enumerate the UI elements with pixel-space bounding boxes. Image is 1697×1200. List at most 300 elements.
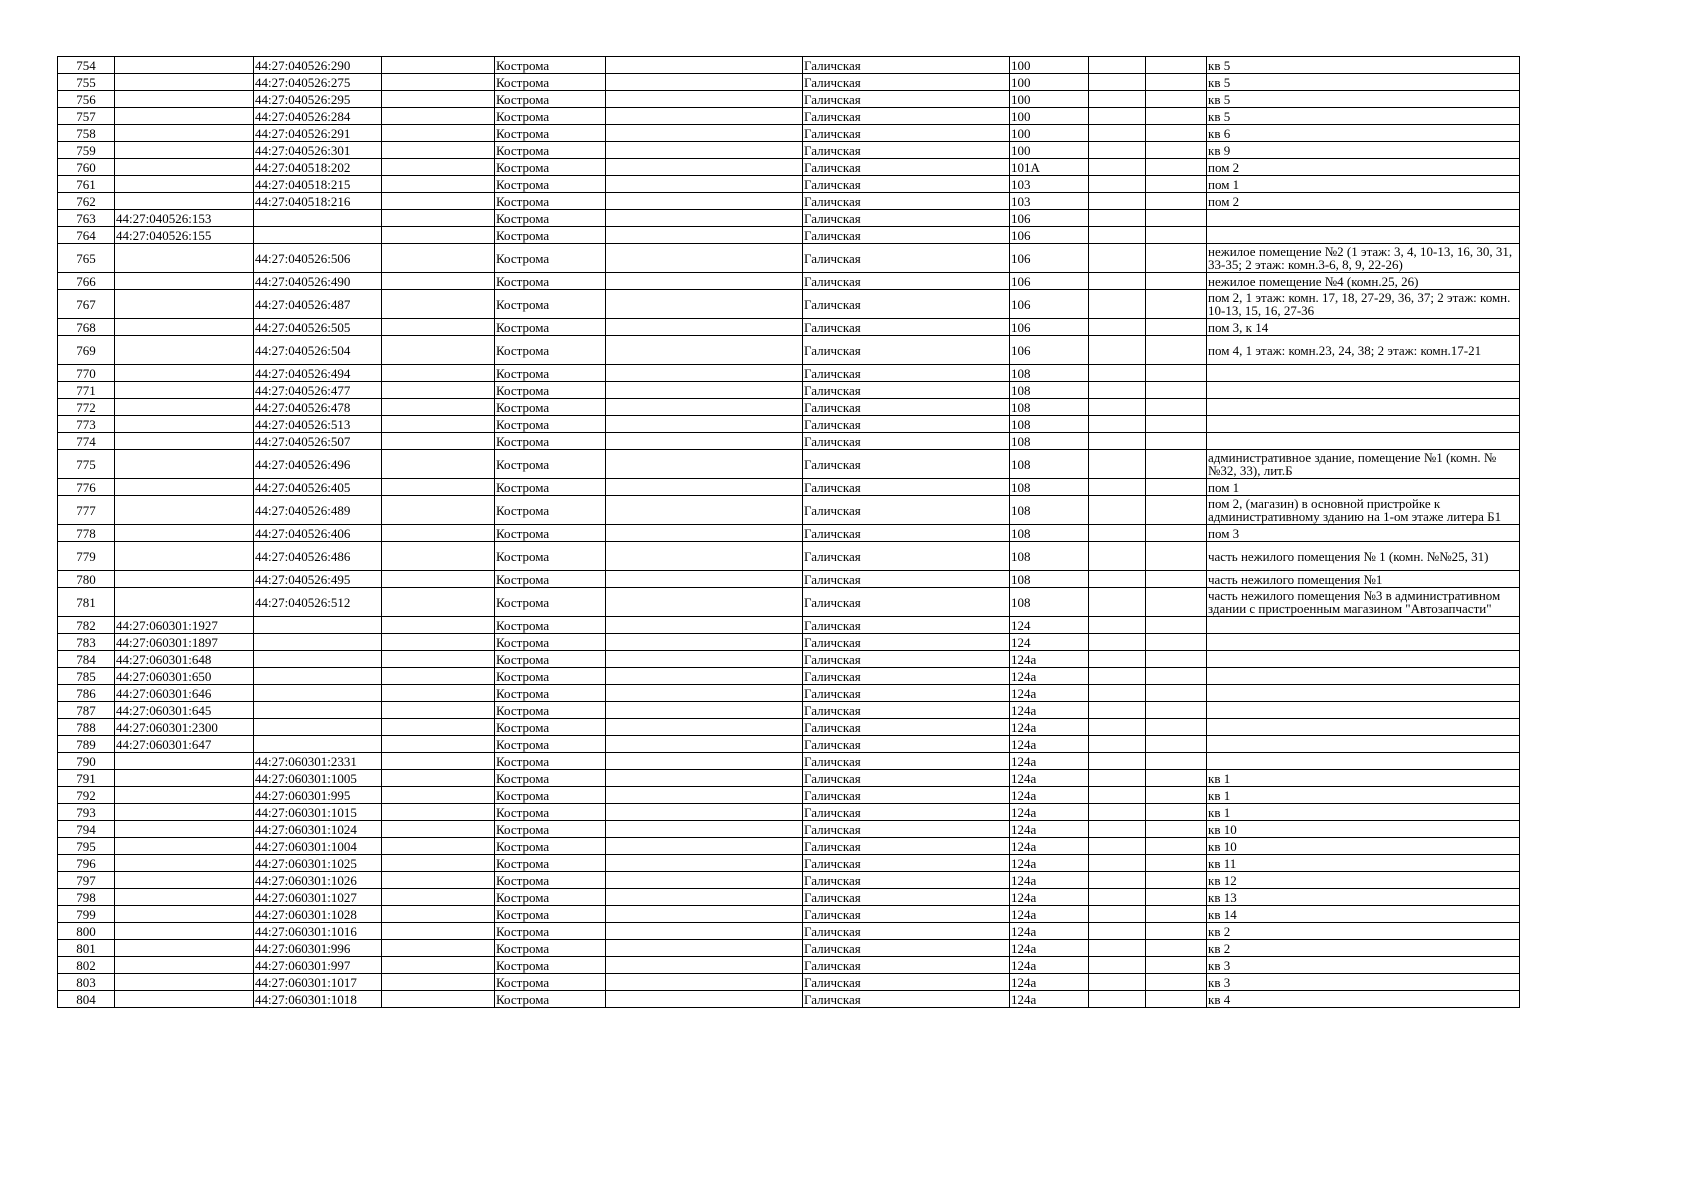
settlement-cell bbox=[606, 227, 803, 244]
premises-cadastral-number-cell: 44:27:060301:1004 bbox=[254, 838, 382, 855]
house-number-cell: 124а bbox=[1010, 855, 1089, 872]
premises-cadastral-number-cell bbox=[254, 617, 382, 634]
settlement-cell bbox=[606, 290, 803, 319]
settlement-cell bbox=[606, 940, 803, 957]
empty-cell bbox=[382, 336, 495, 365]
premises-cadastral-number-cell: 44:27:040526:301 bbox=[254, 142, 382, 159]
building-cell bbox=[1089, 210, 1146, 227]
building-cell bbox=[1089, 542, 1146, 571]
row-number-cell: 761 bbox=[58, 176, 115, 193]
row-number-cell: 788 bbox=[58, 719, 115, 736]
building-cell bbox=[1089, 974, 1146, 991]
apartment-note-cell bbox=[1207, 685, 1520, 702]
row-number-cell: 789 bbox=[58, 736, 115, 753]
street-cell: Галичская bbox=[803, 91, 1010, 108]
city-cell: Кострома bbox=[495, 804, 606, 821]
empty-cell bbox=[382, 91, 495, 108]
building-cadastral-number-cell bbox=[115, 974, 254, 991]
empty-cell bbox=[382, 416, 495, 433]
apartment-note-cell: нежилое помещение №2 (1 этаж: 3, 4, 10-13, 16, 30, 31, 33-35; 2 этаж: комн.3-6, 8, 9, 22-26) bbox=[1207, 244, 1520, 273]
building-cell bbox=[1089, 227, 1146, 244]
structure-cell bbox=[1146, 525, 1207, 542]
building-cell bbox=[1089, 855, 1146, 872]
building-cadastral-number-cell bbox=[115, 872, 254, 889]
table-body bbox=[58, 57, 1520, 1008]
premises-cadastral-number-cell bbox=[254, 736, 382, 753]
street-cell: Галичская bbox=[803, 336, 1010, 365]
building-cadastral-number-cell bbox=[115, 336, 254, 365]
apartment-note-cell bbox=[1207, 753, 1520, 770]
row-number-cell: 767 bbox=[58, 290, 115, 319]
settlement-cell bbox=[606, 108, 803, 125]
table-row bbox=[58, 702, 1520, 719]
premises-cadastral-number-cell: 44:27:060301:1005 bbox=[254, 770, 382, 787]
empty-cell bbox=[382, 685, 495, 702]
building-cell bbox=[1089, 923, 1146, 940]
structure-cell bbox=[1146, 634, 1207, 651]
apartment-note-cell: кв 14 bbox=[1207, 906, 1520, 923]
table-row bbox=[58, 804, 1520, 821]
table-row bbox=[58, 290, 1520, 319]
house-number-cell: 124а bbox=[1010, 787, 1089, 804]
empty-cell bbox=[382, 542, 495, 571]
apartment-note-cell: кв 3 bbox=[1207, 957, 1520, 974]
table-row bbox=[58, 382, 1520, 399]
settlement-cell bbox=[606, 787, 803, 804]
structure-cell bbox=[1146, 804, 1207, 821]
building-cell bbox=[1089, 496, 1146, 525]
empty-cell bbox=[382, 74, 495, 91]
settlement-cell bbox=[606, 479, 803, 496]
street-cell: Галичская bbox=[803, 753, 1010, 770]
settlement-cell bbox=[606, 906, 803, 923]
table-row bbox=[58, 719, 1520, 736]
apartment-note-cell bbox=[1207, 719, 1520, 736]
building-cadastral-number-cell: 44:27:060301:1927 bbox=[115, 617, 254, 634]
building-cadastral-number-cell bbox=[115, 804, 254, 821]
city-cell: Кострома bbox=[495, 889, 606, 906]
street-cell: Галичская bbox=[803, 651, 1010, 668]
city-cell: Кострома bbox=[495, 319, 606, 336]
city-cell: Кострома bbox=[495, 433, 606, 450]
row-number-cell: 780 bbox=[58, 571, 115, 588]
street-cell: Галичская bbox=[803, 525, 1010, 542]
house-number-cell: 108 bbox=[1010, 416, 1089, 433]
house-number-cell: 124а bbox=[1010, 872, 1089, 889]
house-number-cell: 108 bbox=[1010, 382, 1089, 399]
building-cell bbox=[1089, 668, 1146, 685]
premises-cadastral-number-cell: 44:27:040526:496 bbox=[254, 450, 382, 479]
structure-cell bbox=[1146, 736, 1207, 753]
apartment-note-cell: кв 3 bbox=[1207, 974, 1520, 991]
apartment-note-cell bbox=[1207, 433, 1520, 450]
apartment-note-cell: кв 12 bbox=[1207, 872, 1520, 889]
premises-cadastral-number-cell: 44:27:040526:478 bbox=[254, 399, 382, 416]
street-cell: Галичская bbox=[803, 872, 1010, 889]
empty-cell bbox=[382, 753, 495, 770]
building-cell bbox=[1089, 108, 1146, 125]
building-cell bbox=[1089, 176, 1146, 193]
city-cell: Кострома bbox=[495, 702, 606, 719]
building-cell bbox=[1089, 433, 1146, 450]
apartment-note-cell bbox=[1207, 382, 1520, 399]
apartment-note-cell: часть нежилого помещения №1 bbox=[1207, 571, 1520, 588]
table-row bbox=[58, 125, 1520, 142]
street-cell: Галичская bbox=[803, 634, 1010, 651]
street-cell: Галичская bbox=[803, 940, 1010, 957]
settlement-cell bbox=[606, 159, 803, 176]
structure-cell bbox=[1146, 450, 1207, 479]
street-cell: Галичская bbox=[803, 923, 1010, 940]
building-cell bbox=[1089, 290, 1146, 319]
street-cell: Галичская bbox=[803, 889, 1010, 906]
city-cell: Кострома bbox=[495, 91, 606, 108]
premises-cadastral-number-cell: 44:27:040526:507 bbox=[254, 433, 382, 450]
row-number-cell: 786 bbox=[58, 685, 115, 702]
building-cadastral-number-cell bbox=[115, 889, 254, 906]
table-row bbox=[58, 753, 1520, 770]
city-cell: Кострома bbox=[495, 821, 606, 838]
city-cell: Кострома bbox=[495, 273, 606, 290]
table-row bbox=[58, 991, 1520, 1008]
settlement-cell bbox=[606, 838, 803, 855]
building-cell bbox=[1089, 753, 1146, 770]
structure-cell bbox=[1146, 244, 1207, 273]
row-number-cell: 782 bbox=[58, 617, 115, 634]
table-row bbox=[58, 193, 1520, 210]
empty-cell bbox=[382, 651, 495, 668]
table-row bbox=[58, 542, 1520, 571]
building-cadastral-number-cell: 44:27:060301:645 bbox=[115, 702, 254, 719]
row-number-cell: 779 bbox=[58, 542, 115, 571]
building-cadastral-number-cell bbox=[115, 382, 254, 399]
house-number-cell: 124а bbox=[1010, 940, 1089, 957]
settlement-cell bbox=[606, 193, 803, 210]
row-number-cell: 766 bbox=[58, 273, 115, 290]
premises-cadastral-number-cell bbox=[254, 634, 382, 651]
street-cell: Галичская bbox=[803, 991, 1010, 1008]
table-row bbox=[58, 940, 1520, 957]
premises-cadastral-number-cell: 44:27:060301:1028 bbox=[254, 906, 382, 923]
structure-cell bbox=[1146, 821, 1207, 838]
city-cell: Кострома bbox=[495, 588, 606, 617]
structure-cell bbox=[1146, 74, 1207, 91]
building-cadastral-number-cell bbox=[115, 571, 254, 588]
empty-cell bbox=[382, 176, 495, 193]
row-number-cell: 774 bbox=[58, 433, 115, 450]
empty-cell bbox=[382, 227, 495, 244]
building-cell bbox=[1089, 193, 1146, 210]
street-cell: Галичская bbox=[803, 450, 1010, 479]
building-cell bbox=[1089, 940, 1146, 957]
street-cell: Галичская bbox=[803, 719, 1010, 736]
building-cadastral-number-cell: 44:27:040526:153 bbox=[115, 210, 254, 227]
city-cell: Кострома bbox=[495, 108, 606, 125]
house-number-cell: 124а bbox=[1010, 736, 1089, 753]
apartment-note-cell: пом 2, 1 этаж: комн. 17, 18, 27-29, 36, 37; 2 этаж: комн. 10-13, 15, 16, 27-36 bbox=[1207, 290, 1520, 319]
street-cell: Галичская bbox=[803, 804, 1010, 821]
building-cadastral-number-cell bbox=[115, 957, 254, 974]
table-row bbox=[58, 159, 1520, 176]
building-cadastral-number-cell bbox=[115, 273, 254, 290]
row-number-cell: 781 bbox=[58, 588, 115, 617]
city-cell: Кострома bbox=[495, 787, 606, 804]
empty-cell bbox=[382, 634, 495, 651]
structure-cell bbox=[1146, 838, 1207, 855]
house-number-cell: 106 bbox=[1010, 336, 1089, 365]
apartment-note-cell: кв 1 bbox=[1207, 804, 1520, 821]
building-cell bbox=[1089, 719, 1146, 736]
street-cell: Галичская bbox=[803, 416, 1010, 433]
city-cell: Кострома bbox=[495, 479, 606, 496]
building-cadastral-number-cell bbox=[115, 433, 254, 450]
table-row bbox=[58, 889, 1520, 906]
premises-cadastral-number-cell: 44:27:060301:997 bbox=[254, 957, 382, 974]
city-cell: Кострома bbox=[495, 736, 606, 753]
city-cell: Кострома bbox=[495, 634, 606, 651]
building-cell bbox=[1089, 821, 1146, 838]
house-number-cell: 108 bbox=[1010, 479, 1089, 496]
structure-cell bbox=[1146, 142, 1207, 159]
house-number-cell: 124а bbox=[1010, 957, 1089, 974]
building-cadastral-number-cell bbox=[115, 159, 254, 176]
structure-cell bbox=[1146, 855, 1207, 872]
row-number-cell: 771 bbox=[58, 382, 115, 399]
apartment-note-cell bbox=[1207, 702, 1520, 719]
building-cadastral-number-cell bbox=[115, 399, 254, 416]
building-cell bbox=[1089, 906, 1146, 923]
building-cadastral-number-cell: 44:27:060301:1897 bbox=[115, 634, 254, 651]
settlement-cell bbox=[606, 525, 803, 542]
structure-cell bbox=[1146, 91, 1207, 108]
house-number-cell: 124а bbox=[1010, 770, 1089, 787]
building-cell bbox=[1089, 336, 1146, 365]
building-cadastral-number-cell bbox=[115, 991, 254, 1008]
street-cell: Галичская bbox=[803, 433, 1010, 450]
settlement-cell bbox=[606, 634, 803, 651]
street-cell: Галичская bbox=[803, 702, 1010, 719]
row-number-cell: 798 bbox=[58, 889, 115, 906]
city-cell: Кострома bbox=[495, 617, 606, 634]
city-cell: Кострома bbox=[495, 210, 606, 227]
building-cadastral-number-cell: 44:27:060301:650 bbox=[115, 668, 254, 685]
settlement-cell bbox=[606, 210, 803, 227]
structure-cell bbox=[1146, 319, 1207, 336]
house-number-cell: 124а bbox=[1010, 719, 1089, 736]
city-cell: Кострома bbox=[495, 399, 606, 416]
settlement-cell bbox=[606, 416, 803, 433]
table-row bbox=[58, 651, 1520, 668]
street-cell: Галичская bbox=[803, 365, 1010, 382]
table-row bbox=[58, 142, 1520, 159]
city-cell: Кострома bbox=[495, 525, 606, 542]
row-number-cell: 795 bbox=[58, 838, 115, 855]
premises-cadastral-number-cell: 44:27:060301:1017 bbox=[254, 974, 382, 991]
property-register-table bbox=[57, 56, 1520, 1008]
apartment-note-cell bbox=[1207, 399, 1520, 416]
settlement-cell bbox=[606, 668, 803, 685]
house-number-cell: 106 bbox=[1010, 244, 1089, 273]
apartment-note-cell: кв 6 bbox=[1207, 125, 1520, 142]
settlement-cell bbox=[606, 57, 803, 74]
empty-cell bbox=[382, 365, 495, 382]
structure-cell bbox=[1146, 685, 1207, 702]
building-cell bbox=[1089, 804, 1146, 821]
street-cell: Галичская bbox=[803, 542, 1010, 571]
apartment-note-cell: кв 10 bbox=[1207, 838, 1520, 855]
building-cadastral-number-cell bbox=[115, 365, 254, 382]
premises-cadastral-number-cell: 44:27:060301:1026 bbox=[254, 872, 382, 889]
street-cell: Галичская bbox=[803, 479, 1010, 496]
premises-cadastral-number-cell: 44:27:060301:996 bbox=[254, 940, 382, 957]
building-cell bbox=[1089, 991, 1146, 1008]
table-row bbox=[58, 210, 1520, 227]
structure-cell bbox=[1146, 176, 1207, 193]
street-cell: Галичская bbox=[803, 142, 1010, 159]
table-row bbox=[58, 770, 1520, 787]
row-number-cell: 793 bbox=[58, 804, 115, 821]
table-row bbox=[58, 588, 1520, 617]
house-number-cell: 108 bbox=[1010, 542, 1089, 571]
street-cell: Галичская bbox=[803, 821, 1010, 838]
building-cadastral-number-cell bbox=[115, 91, 254, 108]
premises-cadastral-number-cell: 44:27:040526:513 bbox=[254, 416, 382, 433]
premises-cadastral-number-cell: 44:27:040526:284 bbox=[254, 108, 382, 125]
house-number-cell: 106 bbox=[1010, 290, 1089, 319]
house-number-cell: 100 bbox=[1010, 125, 1089, 142]
settlement-cell bbox=[606, 957, 803, 974]
row-number-cell: 755 bbox=[58, 74, 115, 91]
empty-cell bbox=[382, 787, 495, 804]
city-cell: Кострома bbox=[495, 571, 606, 588]
empty-cell bbox=[382, 889, 495, 906]
city-cell: Кострома bbox=[495, 923, 606, 940]
premises-cadastral-number-cell: 44:27:060301:1024 bbox=[254, 821, 382, 838]
building-cell bbox=[1089, 634, 1146, 651]
row-number-cell: 791 bbox=[58, 770, 115, 787]
city-cell: Кострома bbox=[495, 244, 606, 273]
structure-cell bbox=[1146, 227, 1207, 244]
structure-cell bbox=[1146, 702, 1207, 719]
empty-cell bbox=[382, 940, 495, 957]
table-row bbox=[58, 108, 1520, 125]
empty-cell bbox=[382, 872, 495, 889]
building-cell bbox=[1089, 838, 1146, 855]
city-cell: Кострома bbox=[495, 940, 606, 957]
street-cell: Галичская bbox=[803, 668, 1010, 685]
settlement-cell bbox=[606, 176, 803, 193]
structure-cell bbox=[1146, 125, 1207, 142]
empty-cell bbox=[382, 838, 495, 855]
table-row bbox=[58, 855, 1520, 872]
table-row bbox=[58, 91, 1520, 108]
premises-cadastral-number-cell: 44:27:040526:490 bbox=[254, 273, 382, 290]
empty-cell bbox=[382, 571, 495, 588]
premises-cadastral-number-cell bbox=[254, 227, 382, 244]
structure-cell bbox=[1146, 382, 1207, 399]
building-cadastral-number-cell bbox=[115, 57, 254, 74]
row-number-cell: 796 bbox=[58, 855, 115, 872]
building-cadastral-number-cell bbox=[115, 787, 254, 804]
row-number-cell: 797 bbox=[58, 872, 115, 889]
building-cadastral-number-cell bbox=[115, 479, 254, 496]
premises-cadastral-number-cell: 44:27:040526:405 bbox=[254, 479, 382, 496]
apartment-note-cell: кв 9 bbox=[1207, 142, 1520, 159]
house-number-cell: 106 bbox=[1010, 210, 1089, 227]
house-number-cell: 108 bbox=[1010, 433, 1089, 450]
row-number-cell: 762 bbox=[58, 193, 115, 210]
settlement-cell bbox=[606, 382, 803, 399]
row-number-cell: 792 bbox=[58, 787, 115, 804]
row-number-cell: 801 bbox=[58, 940, 115, 957]
settlement-cell bbox=[606, 588, 803, 617]
structure-cell bbox=[1146, 651, 1207, 668]
row-number-cell: 800 bbox=[58, 923, 115, 940]
settlement-cell bbox=[606, 889, 803, 906]
house-number-cell: 124 bbox=[1010, 617, 1089, 634]
table-row bbox=[58, 74, 1520, 91]
street-cell: Галичская bbox=[803, 855, 1010, 872]
empty-cell bbox=[382, 433, 495, 450]
street-cell: Галичская bbox=[803, 193, 1010, 210]
house-number-cell: 124а bbox=[1010, 991, 1089, 1008]
building-cell bbox=[1089, 736, 1146, 753]
apartment-note-cell: кв 4 bbox=[1207, 991, 1520, 1008]
street-cell: Галичская bbox=[803, 227, 1010, 244]
building-cell bbox=[1089, 685, 1146, 702]
empty-cell bbox=[382, 804, 495, 821]
house-number-cell: 100 bbox=[1010, 142, 1089, 159]
empty-cell bbox=[382, 991, 495, 1008]
structure-cell bbox=[1146, 588, 1207, 617]
building-cell bbox=[1089, 617, 1146, 634]
house-number-cell: 124а bbox=[1010, 685, 1089, 702]
city-cell: Кострома bbox=[495, 991, 606, 1008]
building-cell bbox=[1089, 889, 1146, 906]
table-row bbox=[58, 957, 1520, 974]
empty-cell bbox=[382, 57, 495, 74]
empty-cell bbox=[382, 957, 495, 974]
city-cell: Кострома bbox=[495, 142, 606, 159]
building-cadastral-number-cell bbox=[115, 74, 254, 91]
apartment-note-cell bbox=[1207, 668, 1520, 685]
structure-cell bbox=[1146, 193, 1207, 210]
house-number-cell: 124а bbox=[1010, 804, 1089, 821]
settlement-cell bbox=[606, 244, 803, 273]
building-cell bbox=[1089, 479, 1146, 496]
empty-cell bbox=[382, 193, 495, 210]
premises-cadastral-number-cell: 44:27:040526:295 bbox=[254, 91, 382, 108]
house-number-cell: 108 bbox=[1010, 496, 1089, 525]
empty-cell bbox=[382, 450, 495, 479]
premises-cadastral-number-cell: 44:27:040526:512 bbox=[254, 588, 382, 617]
structure-cell bbox=[1146, 991, 1207, 1008]
structure-cell bbox=[1146, 290, 1207, 319]
building-cadastral-number-cell: 44:27:060301:2300 bbox=[115, 719, 254, 736]
empty-cell bbox=[382, 290, 495, 319]
city-cell: Кострома bbox=[495, 651, 606, 668]
building-cell bbox=[1089, 365, 1146, 382]
house-number-cell: 106 bbox=[1010, 273, 1089, 290]
city-cell: Кострома bbox=[495, 542, 606, 571]
house-number-cell: 101А bbox=[1010, 159, 1089, 176]
city-cell: Кострома bbox=[495, 193, 606, 210]
building-cadastral-number-cell bbox=[115, 753, 254, 770]
row-number-cell: 790 bbox=[58, 753, 115, 770]
structure-cell bbox=[1146, 496, 1207, 525]
street-cell: Галичская bbox=[803, 906, 1010, 923]
building-cell bbox=[1089, 702, 1146, 719]
